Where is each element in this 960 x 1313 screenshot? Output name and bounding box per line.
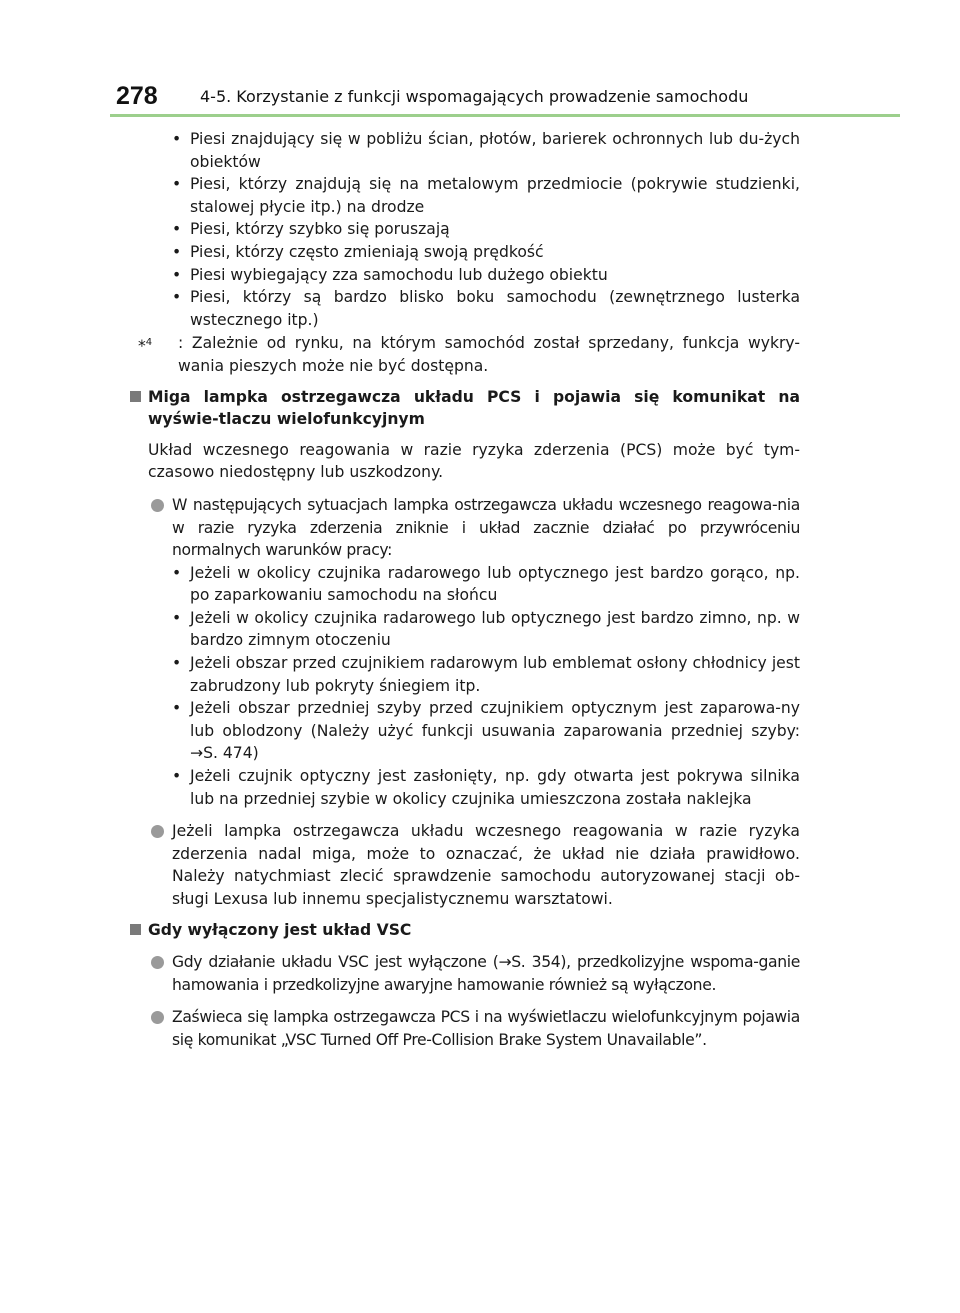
square-icon bbox=[130, 924, 141, 935]
bullet-glyph: • bbox=[172, 288, 182, 307]
bullet-glyph: • bbox=[172, 563, 182, 582]
page-content bbox=[130, 128, 800, 1052]
circle-bullet-icon bbox=[151, 1011, 164, 1024]
list-item bbox=[130, 241, 800, 264]
section-heading bbox=[130, 919, 800, 942]
bullet-glyph: • bbox=[172, 242, 182, 261]
list-item-text: Piesi znajdujący się w pobliżu ścian, płotów, barierek ochronnych lub du-żych obiektów bbox=[190, 130, 800, 171]
list-item bbox=[130, 607, 800, 652]
list-item-text: Piesi, którzy znajdują się na metalowym przedmiocie (pokrywie studzienki, stalowej płycie itp.) na drodze bbox=[190, 175, 800, 216]
list-item bbox=[130, 173, 800, 218]
bullet-glyph: • bbox=[172, 654, 182, 673]
list-item-text: Jeżeli obszar przedniej szyby przed czujnikiem optycznym jest zaparowa-ny lub oblodzony (Należy użyć funkcji usuwania zaparowania przedniej szyby: →S. 474) bbox=[190, 699, 800, 763]
section-vsc-off bbox=[130, 919, 800, 1052]
circle-bullet-item bbox=[130, 951, 800, 996]
circle-bullet-icon bbox=[151, 825, 164, 838]
circle-bullet-item bbox=[130, 1006, 800, 1051]
circle-bullet-text: Gdy działanie układu VSC jest wyłączone (→S. 354), przedkolizyjne wspoma-ganie hamowania i przedkolizyjne awaryjne hamowanie również są wyłączone. bbox=[172, 953, 800, 994]
chapter-title: 4-5. Korzystanie z funkcji wspomagających prowadzenie samochodu bbox=[200, 87, 749, 106]
page-number: 278 bbox=[116, 82, 158, 110]
list-item-text: Piesi, którzy szybko się poruszają bbox=[190, 220, 450, 239]
bullet-glyph: • bbox=[172, 265, 182, 284]
list-item bbox=[130, 264, 800, 287]
circle-bullet-icon bbox=[151, 956, 164, 969]
circle-bullet-text: Jeżeli lampka ostrzegawcza układu wczesnego reagowania w razie ryzyka zderzenia nadal miga, może to oznaczać, że układ nie działa prawidłowo. Należy natychmiast zlecić sprawdzenie samochodu autoryzowanej stacji ob-sługi Lexusa lub innemu specjalistycznemu warsztatowi. bbox=[172, 822, 800, 908]
bullet-glyph: • bbox=[172, 175, 182, 194]
circle-bullet-text: Zaświeca się lampka ostrzegawcza PCS i na wyświetlaczu wielofunkcyjnym pojawia się komunikat „VSC Turned Off Pre-Collision Brake System Unavailable”. bbox=[172, 1008, 800, 1049]
footnote bbox=[130, 332, 800, 377]
circle-bullet-icon bbox=[151, 499, 164, 512]
list-item-text: Jeżeli czujnik optyczny jest zasłonięty, np. gdy otwarta jest pokrywa silnika lub na przedniej szybie w okolicy czujnika umieszczona została naklejka bbox=[190, 767, 800, 808]
footnote-text: : Zależnie od rynku, na którym samochód został sprzedany, funkcja wykry-wania pieszych może nie być dostępna. bbox=[178, 334, 800, 375]
section-pcs-warning bbox=[130, 386, 800, 911]
section-intro: Układ wczesnego reagowania w razie ryzyka zderzenia (PCS) może być tym-czasowo niedostępny lub uszkodzony. bbox=[148, 440, 800, 482]
list-item bbox=[130, 218, 800, 241]
footnote-asterisk: * bbox=[138, 337, 146, 356]
list-item-text: Piesi wybiegający zza samochodu lub dużego obiektu bbox=[190, 265, 608, 284]
list-item bbox=[130, 765, 800, 810]
list-item bbox=[130, 697, 800, 765]
bullet-glyph: • bbox=[172, 220, 182, 239]
list-item-text: Jeżeli obszar przed czujnikiem radarowym lub emblemat osłony chłodnicy jest zabrudzony lub pokryty śniegiem itp. bbox=[190, 654, 800, 695]
page-header bbox=[0, 0, 960, 118]
footnote-mark bbox=[138, 332, 152, 358]
condition-sub-list bbox=[130, 562, 800, 811]
top-bullet-list bbox=[130, 128, 800, 331]
footnote-number: 4 bbox=[145, 337, 153, 349]
bullet-glyph: • bbox=[172, 130, 182, 148]
circle-bullet-text: W następujących sytuacjach lampka ostrzegawcza układu wczesnego reagowa-nia w razie ryzyka zderzenia zniknie i układ zacznie działać po przywróceniu normalnych warunków pracy: bbox=[172, 495, 800, 560]
list-item-text: Jeżeli w okolicy czujnika radarowego lub optycznego jest bardzo zimno, np. w bardzo zimnym otoczeniu bbox=[190, 608, 800, 650]
circle-bullet-item bbox=[130, 820, 800, 910]
list-item bbox=[130, 286, 800, 331]
list-item bbox=[130, 652, 800, 697]
bullet-glyph: • bbox=[172, 699, 182, 718]
section-heading-text: Gdy wyłączony jest układ VSC bbox=[148, 920, 412, 939]
list-item-text: Piesi, którzy są bardzo blisko boku samochodu (zewnętrznego lusterka wstecznego itp.) bbox=[190, 288, 800, 329]
circle-bullet-item bbox=[130, 494, 800, 562]
list-item bbox=[130, 128, 800, 173]
bullet-glyph: • bbox=[172, 608, 182, 627]
section-heading bbox=[130, 386, 800, 431]
list-item-text: Piesi, którzy często zmieniają swoją prędkość bbox=[190, 242, 544, 261]
header-rule bbox=[110, 114, 900, 117]
bullet-glyph: • bbox=[172, 767, 182, 786]
list-item-text: Jeżeli w okolicy czujnika radarowego lub optycznego jest bardzo gorąco, np. po zaparkowaniu samochodu na słońcu bbox=[190, 563, 800, 605]
section-heading-text: Miga lampka ostrzegawcza układu PCS i pojawia się komunikat na wyświe-tlaczu wielofunkcyjnym bbox=[148, 387, 800, 429]
square-icon bbox=[130, 391, 141, 402]
list-item bbox=[130, 562, 800, 607]
